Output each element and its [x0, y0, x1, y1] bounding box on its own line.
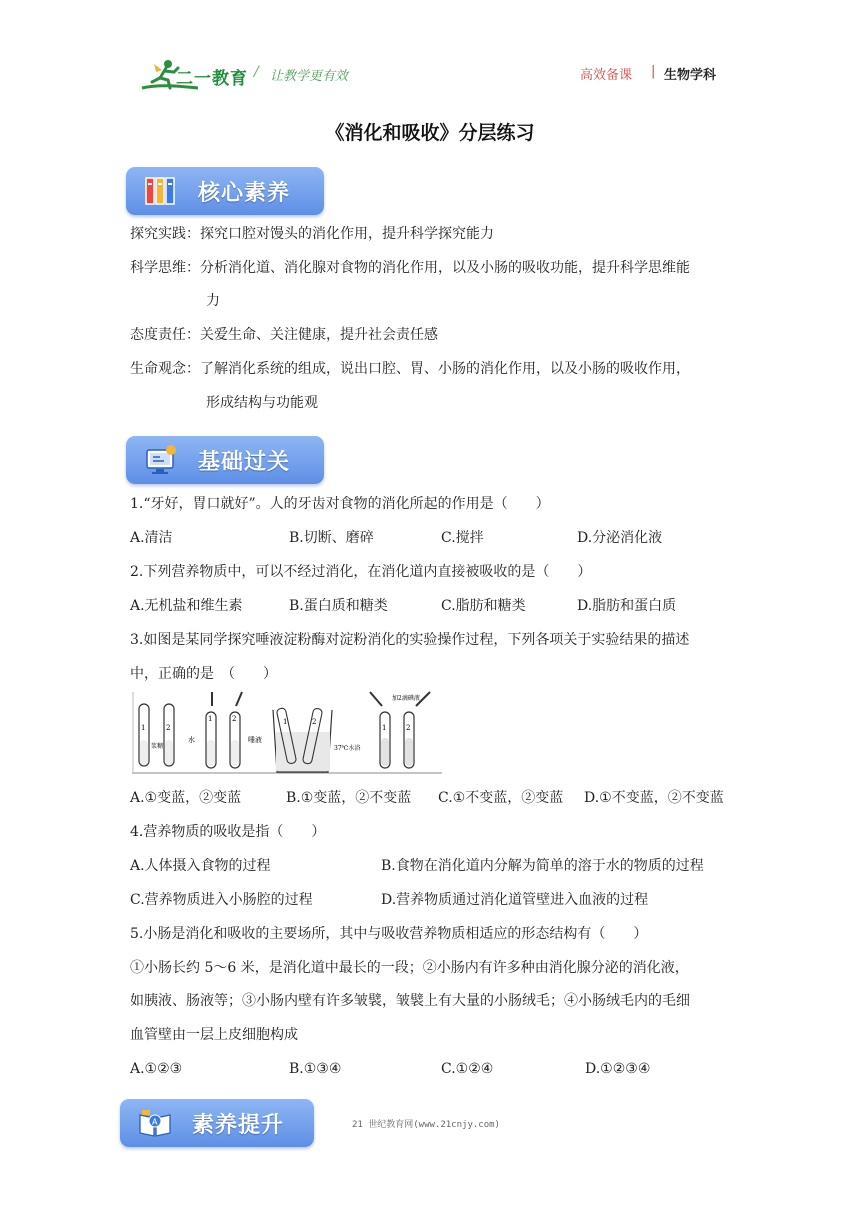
question-stem: 4.营养物质的吸收是指（ ）	[130, 824, 326, 840]
option-a: A.人体摄入食物的过程	[130, 858, 271, 874]
books-icon	[144, 175, 178, 207]
option-c: C.①不变蓝，②变蓝	[438, 790, 564, 806]
computer-icon	[144, 444, 178, 476]
section-banner-core	[126, 167, 324, 215]
water-label: 水	[188, 736, 195, 744]
tube-number-1: 1	[141, 724, 146, 732]
paste-label: 浆糊	[151, 743, 164, 750]
question-stem: 1.“牙好，胃口就好”。人的牙齿对食物的消化所起的作用是（ ）	[130, 496, 550, 512]
question-stem-cont: 中，正确的是 （ ）	[130, 666, 277, 682]
option-b: B.蛋白质和糖类	[289, 598, 388, 614]
section-banner-advance	[120, 1099, 314, 1147]
tube-number-1: 1	[382, 724, 387, 732]
header-subject: 生物学科	[664, 68, 717, 83]
option-d: D.①②③④	[585, 1061, 651, 1077]
tube-number-1: 1	[283, 718, 288, 726]
option-a: A.①②③	[130, 1061, 183, 1077]
tube-number-2: 2	[312, 718, 317, 726]
option-d: D.①不变蓝，②不变蓝	[584, 790, 724, 806]
iodine-label: 加2滴碘液	[392, 695, 420, 702]
section-title: 基础过关	[198, 450, 291, 475]
question-detail: ①小肠长约 5～6 米，是消化道中最长的一段；②小肠内有许多种由消化腺分泌的消化液，	[130, 960, 689, 976]
option-b: B.①③④	[289, 1061, 342, 1077]
option-c: C.营养物质进入小肠腔的过程	[130, 892, 313, 908]
option-b: B.食物在消化道内分解为简单的溶于水的物质的过程	[381, 858, 704, 874]
core-line: 形成结构与功能观	[206, 395, 318, 411]
water-bath-label: 37℃水浴	[334, 745, 361, 752]
question-stem: 5.小肠是消化和吸收的主要场所，其中与吸收营养物质相适应的形态结构有（ ）	[130, 926, 648, 942]
saliva-label: 唾液	[248, 736, 262, 744]
section-title: 核心素养	[198, 181, 291, 206]
section-title: 素养提升	[192, 1113, 285, 1138]
option-c: C.脂肪和糖类	[441, 598, 526, 614]
footer-source: 21 世纪教育网(www.21cnjy.com)	[352, 1120, 500, 1130]
option-d: D.脂肪和蛋白质	[577, 598, 677, 614]
section-banner-basic	[126, 436, 324, 484]
header-tag-prep: 高效备课	[580, 68, 633, 83]
svg-text:A: A	[152, 1117, 158, 1127]
core-line: 生命观念：了解消化系统的组成，说出口腔、胃、小肠的消化作用，以及小肠的吸收作用，	[130, 361, 690, 377]
question-stem: 2.下列营养物质中，可以不经过消化，在消化道内直接被吸收的是（ ）	[130, 564, 592, 580]
core-line: 探究实践：探究口腔对馒头的消化作用，提升科学探究能力	[130, 226, 494, 242]
option-a: A.①变蓝，②变蓝	[130, 790, 242, 806]
brand-name: 二一教育	[176, 69, 248, 89]
option-b: B.切断、磨碎	[289, 530, 374, 546]
experiment-figure	[130, 690, 446, 776]
open-book-icon	[138, 1107, 172, 1139]
option-c: C.搅拌	[441, 530, 484, 546]
option-a: A.无机盐和维生素	[130, 598, 243, 614]
slogan-separator: /	[254, 64, 259, 80]
option-b: B.①变蓝，②不变蓝	[286, 790, 412, 806]
tube-number-2: 2	[166, 724, 171, 732]
core-line: 科学思维：分析消化道、消化腺对食物的消化作用，以及小肠的吸收功能，提升科学思维能	[130, 260, 690, 276]
slogan: 让教学更有效	[270, 69, 349, 84]
option-a: A.清洁	[130, 530, 173, 546]
question-detail: 如胰液、肠液等；③小肠内壁有许多皱襞，皱襞上有大量的小肠绒毛；④小肠绒毛内的毛细	[130, 993, 690, 1009]
option-c: C.①②④	[441, 1061, 494, 1077]
tube-number-2: 2	[406, 724, 411, 732]
core-line: 态度责任：关爱生命、关注健康，提升社会责任感	[130, 327, 438, 343]
option-d: D.营养物质通过消化道管壁进入血液的过程	[381, 892, 649, 908]
header-separator: |	[651, 64, 656, 79]
tube-number-1: 1	[208, 715, 213, 723]
tube-number-2: 2	[232, 715, 237, 723]
core-line: 力	[206, 293, 220, 309]
option-d: D.分泌消化液	[577, 530, 663, 546]
question-stem: 3.如图是某同学探究唾液淀粉酶对淀粉消化的实验操作过程，下列各项关于实验结果的描述	[130, 632, 690, 648]
question-detail: 血管壁由一层上皮细胞构成	[130, 1027, 298, 1043]
page-title: 《消化和吸收》分层练习	[325, 122, 535, 144]
